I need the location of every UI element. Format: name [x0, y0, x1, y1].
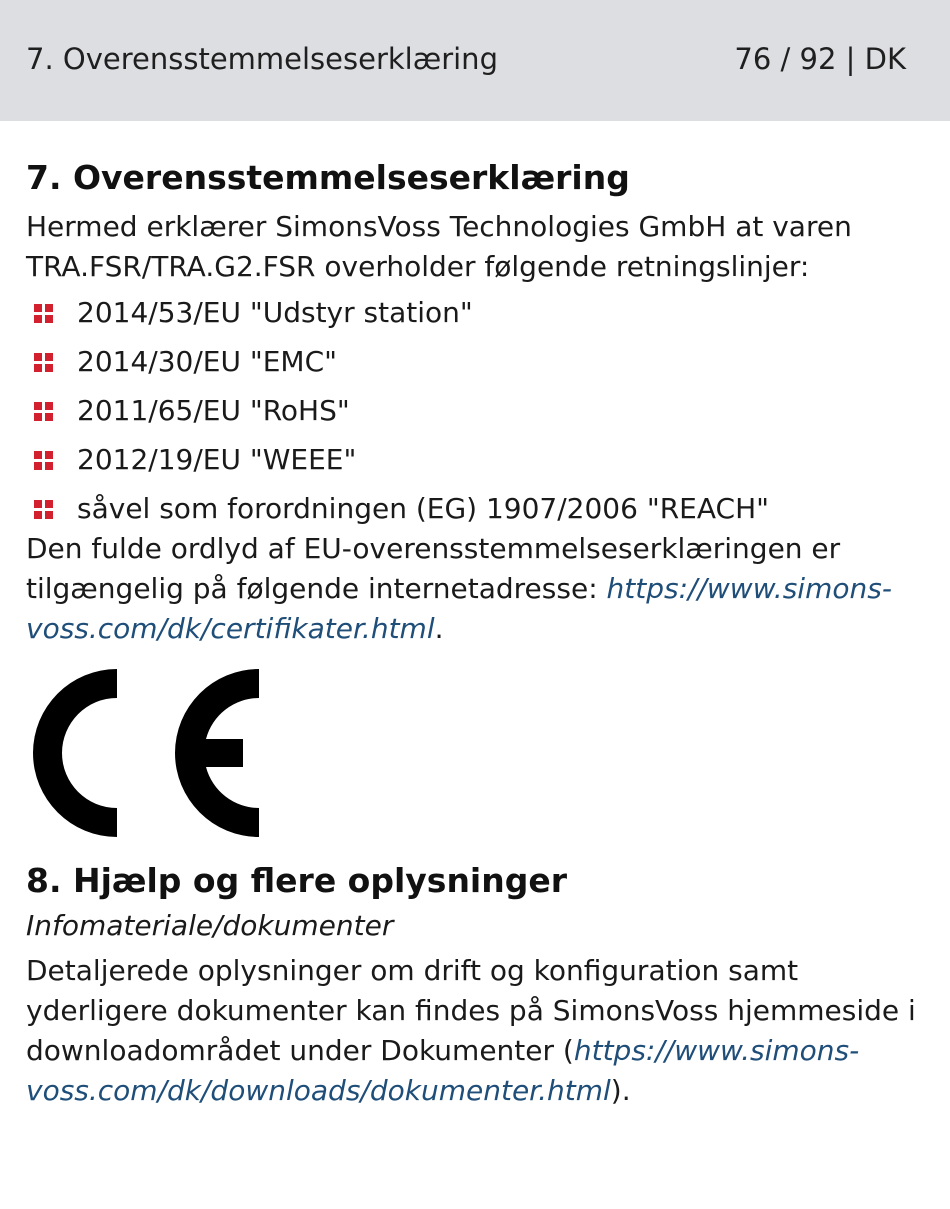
section-8-subheading: Infomateriale/dokumenter	[26, 909, 394, 942]
directive-item	[26, 391, 916, 431]
section-8-heading: 8. Hjælp og flere oplysninger	[26, 861, 568, 900]
directive-item	[26, 342, 916, 382]
ce-mark-icon	[26, 669, 262, 837]
page-content	[26, 156, 916, 1111]
red-square-bullet-icon	[34, 500, 54, 520]
red-square-bullet-icon	[34, 451, 54, 471]
declaration-fulltext-end: .	[434, 612, 444, 645]
page-header	[0, 0, 950, 121]
section-7-intro: Hermed erklærer SimonsVoss Technologies GmbH at varen TRA.FSR/TRA.G2.FSR overholder følgende retningslinjer:	[26, 210, 852, 283]
directive-item	[26, 293, 916, 333]
directive-label: 2011/65/EU "RoHS"	[77, 394, 350, 427]
directive-label: 2012/19/EU "WEEE"	[77, 443, 357, 476]
directive-list	[26, 293, 916, 529]
red-square-bullet-icon	[34, 304, 54, 324]
downloads-link[interactable]: https://www.simons-voss.com/dk/downloads/dokumenter.html	[26, 1034, 860, 1107]
section-7-heading: 7. Overensstemmelseserklæring	[26, 158, 630, 197]
directive-item	[26, 489, 916, 529]
header-chapter-title: 7. Overensstemmelseserklæring	[26, 42, 498, 76]
directive-item	[26, 440, 916, 480]
directive-label: 2014/30/EU "EMC"	[77, 345, 337, 378]
directive-label: såvel som forordningen (EG) 1907/2006 "REACH"	[77, 492, 770, 525]
section-8-details-text: Detaljerede oplysninger om drift og konfiguration samt yderligere dokumenter kan findes på SimonsVoss hjemmeside i downloadområdet under Dokumenter (	[26, 954, 916, 1067]
declaration-fulltext-paragraph	[26, 529, 916, 649]
directive-label: 2014/53/EU "Udstyr station"	[77, 296, 473, 329]
section-8-details-paragraph	[26, 951, 916, 1111]
red-square-bullet-icon	[34, 353, 54, 373]
section-8-details-end: ).	[610, 1074, 631, 1107]
red-square-bullet-icon	[34, 402, 54, 422]
certificates-link[interactable]: https://www.simons-voss.com/dk/certifikater.html	[26, 572, 892, 645]
header-page-number: 76 / 92 | DK	[734, 42, 906, 76]
declaration-fulltext-text: Den fulde ordlyd af EU-overensstemmelseserklæringen er tilgængelig på følgende internetadresse:	[26, 532, 841, 605]
